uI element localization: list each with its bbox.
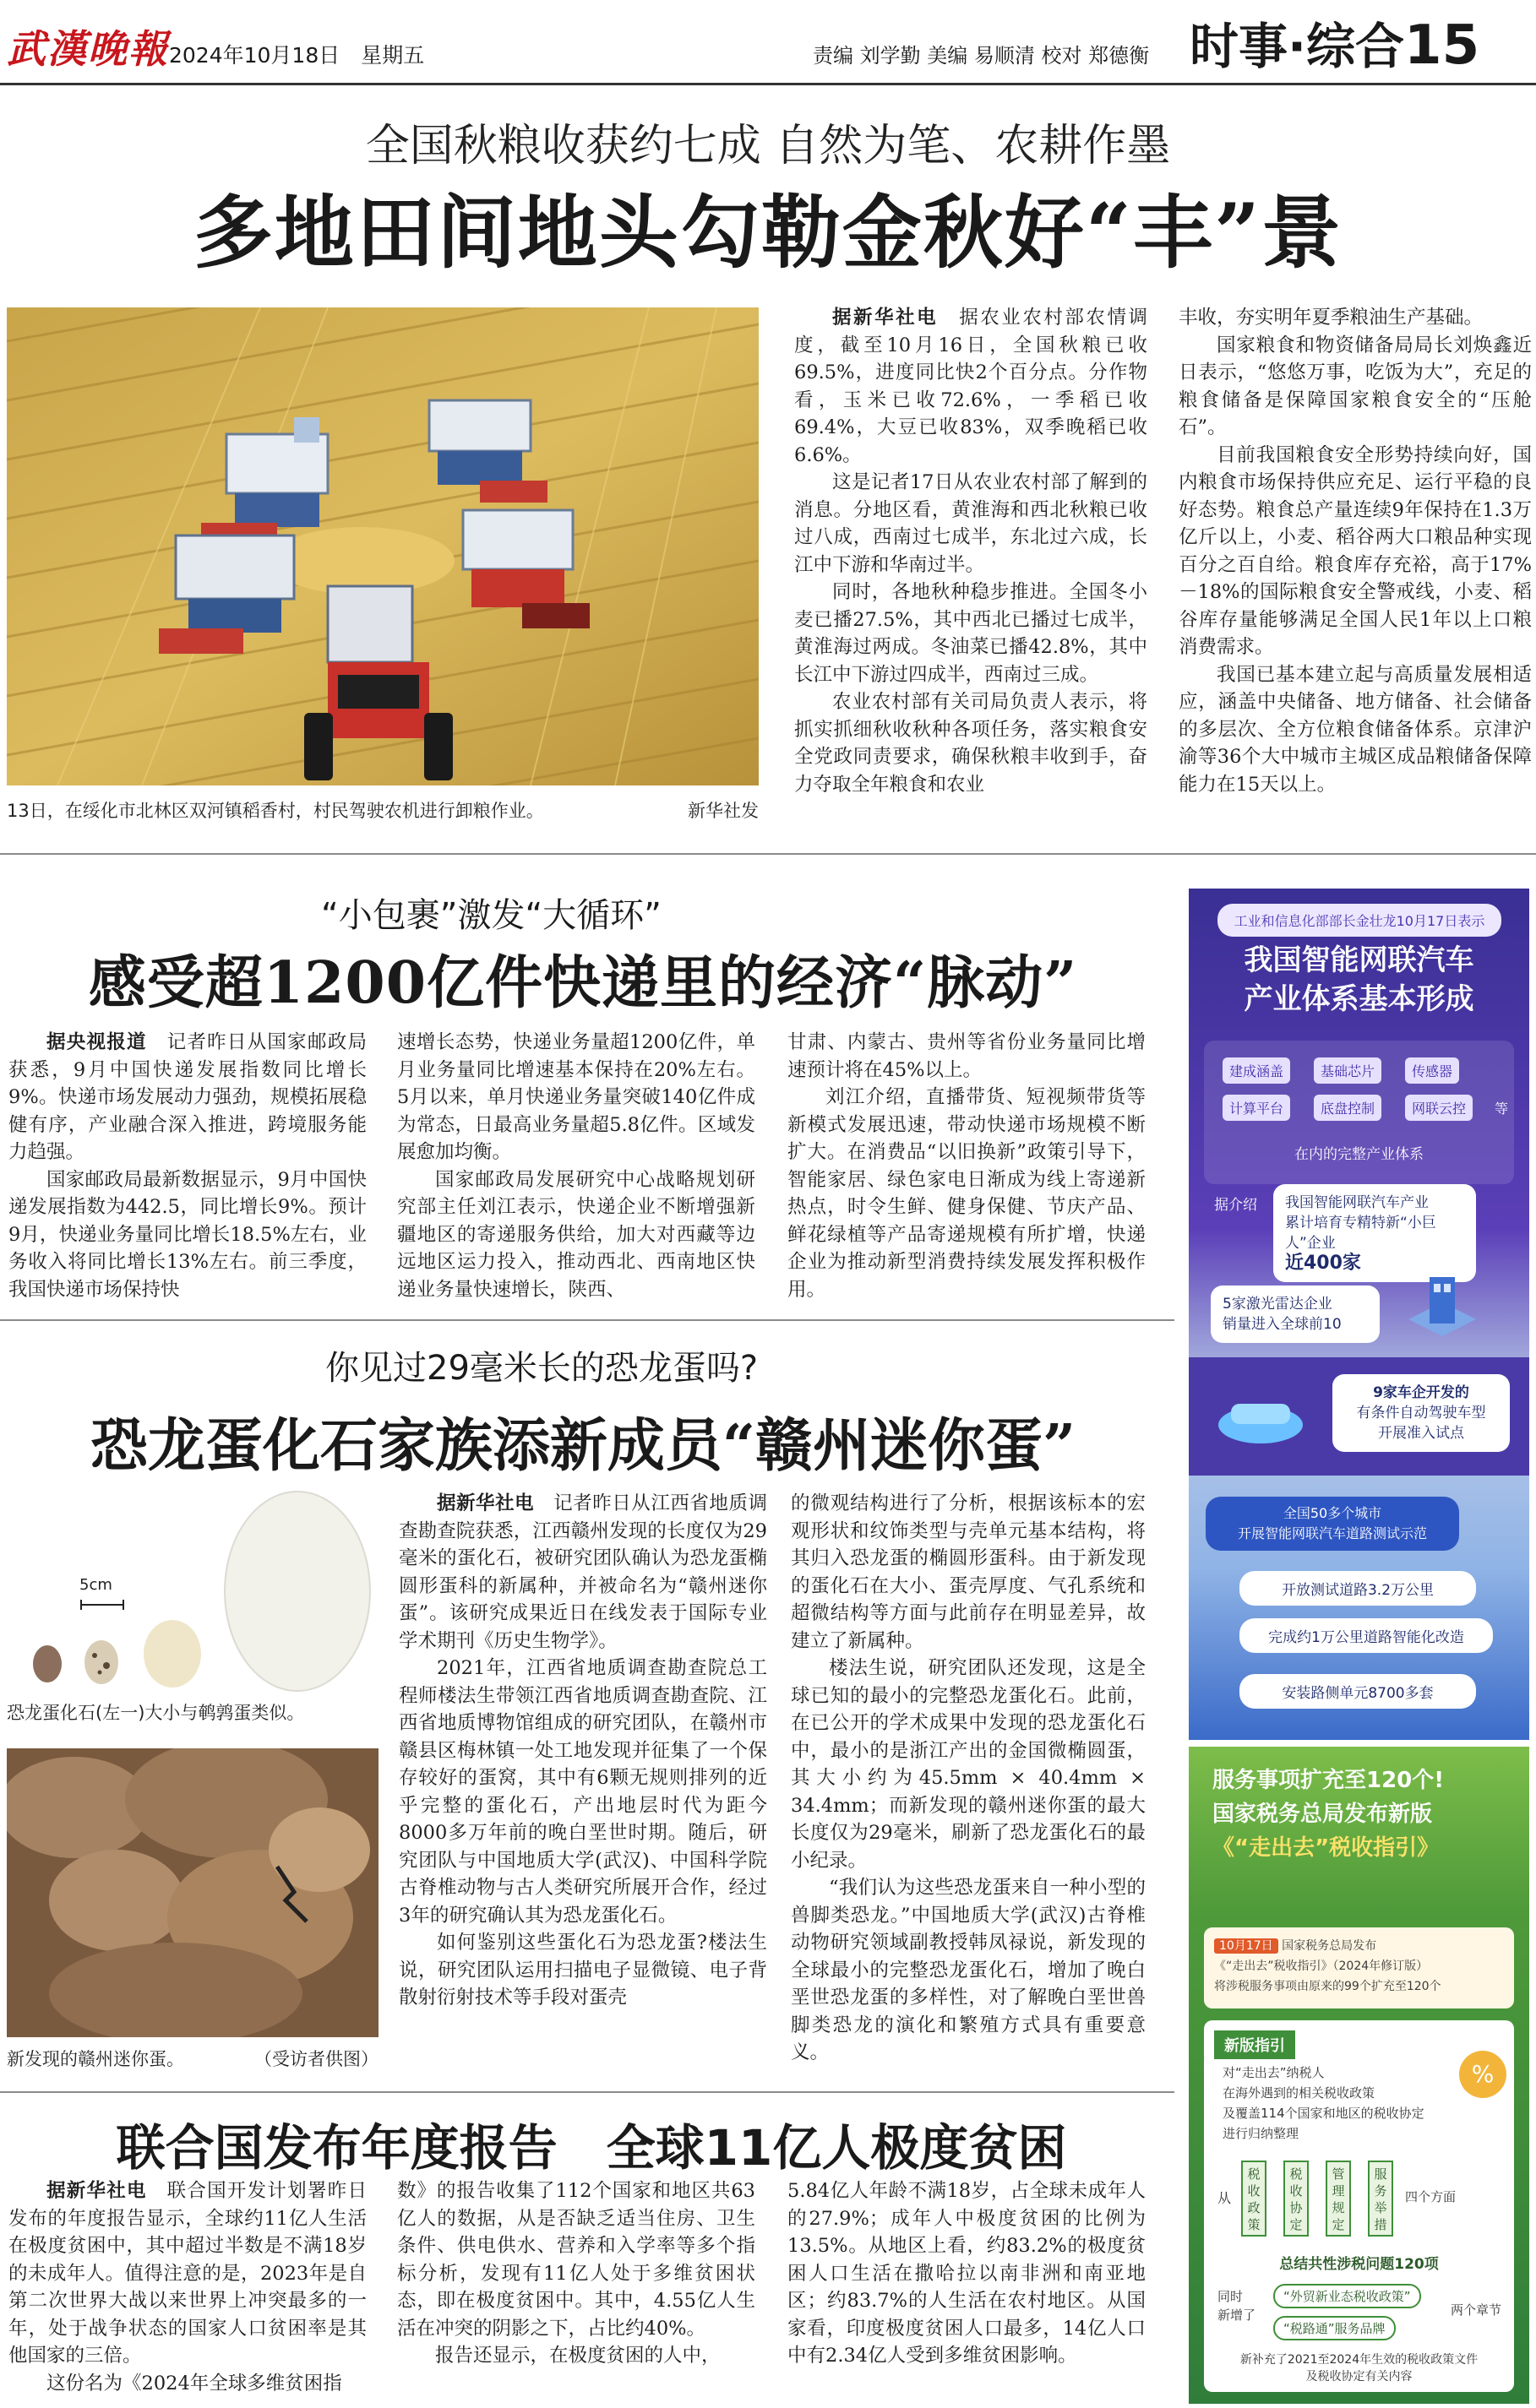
paragraph: 我国已基本建立起与高质量发展相适应，涵盖中央储备、地方储备、社会储备的多层次、全方位粮食储备体系。京津沪渝等36个大中城市主城区成品粮储备保障能力在15天以上。 (1179, 663, 1532, 796)
section-divider (0, 1319, 1174, 1321)
desc-line: 进行归纳整理 (1223, 2126, 1299, 2141)
chain-label: 在内的完整产业体系 (1294, 1146, 1424, 1163)
section-divider (0, 2091, 1174, 2093)
paragraph: 同时，各地秋种稳步推进。全国冬小麦已播27.5%，其中西北已播过七成半，黄淮海过两成。冬油菜已播42.8%，其中长江中下游过四成半，西南过三成。 (794, 581, 1147, 686)
story1-column-1 (794, 304, 1147, 798)
caption-text: 新发现的赣州迷你蛋。 (7, 2049, 184, 2069)
story2-subtitle: “小包裹”激发“大循环” (321, 896, 662, 935)
dateline: 据央视报道 (46, 1031, 147, 1053)
notice-line: 将涉税服务事项由原来的99个扩充至120个 (1214, 1980, 1441, 1993)
also-label (1217, 2287, 1255, 2324)
notice-box (1204, 1927, 1514, 2008)
fact-line: 有条件自动驾驶车型 (1356, 1405, 1486, 1421)
chapter-brand: “税路通”服务品牌 (1273, 2316, 1396, 2340)
chip-etc: 等 (1495, 1101, 1509, 1117)
fact-lidar (1211, 1286, 1380, 1343)
paragraph: 数》的报告收集了112个国家和地区共63亿人的数据，从是否缺乏适当住房、卫生条件、供电供水、营养和入学率等多个指标分析，发现有11亿人处于多维贫困状态，即在极度贫困中。其中，4.55亿人生活在冲突的阴影之下，占比约40%。 (397, 2180, 755, 2340)
tax-guide-infographic (1189, 1747, 1529, 2404)
aspects-tail: 四个方面 (1405, 2189, 1457, 2204)
chip-cloud: 网联云控 (1405, 1095, 1473, 1121)
smart-car-infographic (1189, 889, 1529, 1740)
chapter-tail: 两个章节 (1451, 2302, 1502, 2318)
fact-test-roads: 开放测试道路3.2万公里 (1239, 1571, 1476, 1606)
story4-column-3 (787, 2177, 1146, 2370)
summary-line: 总结共性涉税问题120项 (1279, 2256, 1439, 2273)
fact-roadside-units: 安装路侧单元8700多套 (1239, 1674, 1476, 1709)
chip-sensors: 传感器 (1405, 1057, 1459, 1084)
mini-egg-caption (7, 2046, 379, 2071)
title-line: 服务事项扩充至120个! (1212, 1768, 1445, 1793)
paragraph: 报告还显示，在极度贫困的人中， (435, 2345, 721, 2367)
egg-comparison-photo (7, 1488, 379, 1710)
notice-line: 国家税务总局发布 (1282, 1939, 1377, 1953)
desc-line: 在海外遇到的相关税收政策 (1223, 2085, 1375, 2101)
chip-chips: 基础芯片 (1314, 1057, 1381, 1084)
editor-credits: 责编 刘学勤 美编 易顺清 校对 郑德衡 (813, 44, 1150, 68)
paragraph: “我们认为这些恐龙蛋来自一种小型的兽脚类恐龙。”中国地质大学(武汉)古脊椎动物研究领域副教授韩凤禄说，新发现的全球最小的完整恐龙蛋化石，增加了晚白垩世恐龙蛋的多样性，对了解晚白垩世兽脚类恐龙的演化和繁殖方式具有重要意义。 (791, 1877, 1146, 2063)
paragraph: 记者昨日从国家邮政局获悉，9月中国快递发展指数同比增长9%。快递市场发展动力强劲，规模拓展稳健有序，产业融合深入推进，跨境服务能力趋强。 (8, 1031, 367, 1163)
paragraph: 甘肃、内蒙古、贵州等省份业务量同比增速预计将在45%以上。 (787, 1031, 1146, 1081)
story1-subtitle: 全国秋粮收获约七成 自然为笔、农耕作墨 (365, 121, 1171, 171)
section-label: 新版指引 (1214, 2030, 1295, 2059)
building-icon (1392, 1260, 1493, 1345)
header-rule (0, 83, 1536, 85)
fact-line: 累计培育专精特新“小巨人”企业 (1285, 1215, 1436, 1252)
story2-column-2 (397, 1029, 755, 1303)
guide-description (1223, 2063, 1424, 2144)
paragraph: 农业农村部有关司局负责人表示，将抓实抓细秋收秋种各项任务，落实粮食安全党政同责要求，确保秋粮丰收到手，奋力夺取全年粮食和农业 (794, 691, 1147, 796)
fact-line: 9家车企开发的 (1373, 1384, 1469, 1401)
footer-line: 新补充了2021至2024年生效的税收政策文件 (1239, 2353, 1479, 2367)
footer-note (1189, 2351, 1529, 2385)
paragraph: 丰收，夯实明年夏季粮油生产基础。 (1179, 307, 1484, 329)
infographic-banner: 工业和信息化部部长金壮龙10月17日表示 (1217, 904, 1501, 937)
scale-bar-label: 5cm (79, 1576, 112, 1594)
title-line: 《“走出去”税收指引》 (1212, 1835, 1440, 1861)
harvest-photo (7, 307, 759, 785)
tax-percent-icon: % (1459, 2051, 1506, 2098)
story2-headline: 感受超1200亿件快递里的经济“脉动” (88, 949, 1078, 1017)
fact-line: 开展准入试点 (1378, 1425, 1464, 1442)
paragraph: 楼法生说，研究团队还发现，这是全球已知的最小的完整恐龙蛋化石。此前，在已公开的学术成果中发现的恐龙蛋化石中，最小的是浙江产出的金国微椭圆蛋，其大小约为45.5mm × 40.4mm × 34.4mm；而新发现的赣州迷你蛋的最大长度仅为29毫米，刷新了恐龙蛋化石的最小纪录。 (791, 1657, 1146, 1872)
section-name: 时事·综合 (1190, 18, 1405, 75)
notice-date: 10月17日 (1214, 1938, 1278, 1954)
infographic-title (1189, 941, 1529, 1019)
fact-line: 我国智能网联汽车产业 (1285, 1194, 1429, 1211)
story2-column-3 (787, 1029, 1146, 1303)
story1-column-2 (1179, 304, 1532, 798)
paragraph: 刘江介绍，直播带货、短视频带货等新模式发展迅速，带动快递市场规模不断扩大。在消费品“以旧换新”政策引导下，智能家居、绿色家电日渐成为线上寄递新热点，时令生鲜、健身保健、节庆产品、鲜花绿植等产品寄递规模有所扩增，快递企业为推动新型消费持续发展发挥积极作用。 (787, 1086, 1146, 1301)
paragraph: 国家粮食和物资储备局局长刘焕鑫近日表示，“悠悠万事，吃饭为大”，充足的粮食储备是保障国家粮食安全的“压舱石”。 (1179, 334, 1532, 438)
car-icon (1214, 1378, 1307, 1454)
issue-date: 2024年10月18日 星期五 (169, 43, 425, 68)
notice-line: 《“走出去”税收指引》（2024年修订版） (1214, 1960, 1429, 1973)
paragraph: 国家邮政局发展研究中心战略规划研究部主任刘江表示，快递企业不断增强新疆地区的寄递服务供给，加大对西藏等边远地区运力投入，推动西北、西南地区快递业务量快速增长，陕西、 (397, 1168, 755, 1301)
caption-credit: （受访者供图） (254, 2049, 379, 2069)
page-number: 15 (1404, 14, 1480, 77)
paragraph: 这是记者17日从农业农村部了解到的消息。分地区看，黄淮海和西北秋粮已收过八成，西南过七成半，东北过六成，长江中下游和华南过半。 (794, 471, 1147, 576)
fact-road-upgrade: 完成约1万公里道路智能化改造 (1239, 1618, 1493, 1653)
chip-label: 建成涵盖 (1223, 1057, 1290, 1084)
paragraph: 2021年，江西省地质调查勘查院总工程师楼法生带领江西省地质调查勘查院、江西省地质博物馆组成的研究团队，在赣州市赣县区梅林镇一处工地发现并征集了一个保存较好的蛋窝，其中有6颗无规则排列的近乎完整的蛋化石，产出地层时代为距今8000多万年前的晚白垩世时期。随后，研究团队与中国地质大学(武汉)、中国科学院古脊椎动物与古人类研究所展开合作，经过3年的研究确认其为恐龙蛋化石。 (399, 1657, 767, 1927)
section-header (1190, 7, 1479, 78)
intro-label: 据介绍 (1214, 1197, 1257, 1214)
footer-line: 及税收协定有关内容 (1305, 2370, 1413, 2384)
aspect-treaty: 税收协定 (1283, 2161, 1309, 2237)
infographic-title (1212, 1764, 1444, 1865)
story3-subtitle: 你见过29毫米长的恐龙蛋吗? (325, 1349, 759, 1388)
chip-computing: 计算平台 (1223, 1095, 1290, 1121)
story1-headline: 多地田间地头勾勒金秋好“丰”景 (193, 187, 1343, 280)
paragraph: 5.84亿人年龄不满18岁，占全球未成年人的27.9%；成年人中极度贫困的比例为13.5%。从地区上看，约83.2%的极度贫困人口生活在撒哈拉以南非洲和南亚地区；约83.7%的人生活在农村地区。从国家看，印度极度贫困人口最多，14亿人口中有2.34亿人受到多维贫困影响。 (787, 2180, 1146, 2367)
also-line: 新增了 (1217, 2307, 1256, 2323)
caption-credit: 新华社发 (688, 801, 759, 821)
paragraph: 的微观结构进行了分析，根据该标本的宏观形状和纹饰类型与壳单元基本结构，将其归入恐龙蛋的椭圆形蛋科。由于新发现的蛋化石在大小、蛋壳厚度、气孔系统和超微结构等方面与此前存在明显差异，故建立了新属种。 (791, 1492, 1146, 1652)
masthead-logo: 武漢晚報 (7, 26, 169, 72)
story3-column-2 (791, 1490, 1146, 2067)
paragraph: 国家邮政局最新数据显示，9月中国快递发展指数为442.5，同比增长9%。预计9月，快递业务量同比增长18.5%左右，业务收入将同比增长13%左右。前三季度，我国快递市场保持快 (8, 1168, 367, 1301)
dateline: 据新华社电 (46, 2180, 147, 2202)
story3-column-1 (399, 1490, 767, 2012)
paragraph: 记者昨日从江西省地质调查勘查院获悉，江西赣州发现的长度仅为29毫米的蛋化石，被研究团队确认为恐龙蛋椭圆形蛋科的新属种，并被命名为“赣州迷你蛋”。该研究成果近日在线发表于国际专业学术期刊《历史生物学》。 (399, 1492, 767, 1652)
from-label: 从 (1217, 2190, 1232, 2206)
aspect-rules: 管理规定 (1326, 2161, 1351, 2237)
paragraph: 速增长态势，快递业务量超1200亿件，单月业务量同比增速基本保持在20%左右。5月以来，单月快递业务量突破140亿件成为常态，日最高业务量超5.8亿件。区域发展愈加均衡。 (397, 1031, 755, 1163)
aspect-services: 服务举措 (1368, 2161, 1393, 2237)
caption-text: 13日，在绥化市北林区双河镇稻香村，村民驾驶农机进行卸粮作业。 (7, 801, 544, 821)
story4-column-2 (397, 2177, 755, 2370)
desc-line: 及覆盖114个国家和地区的税收协定 (1223, 2106, 1424, 2121)
title-line: 产业体系基本形成 (1244, 982, 1474, 1016)
dateline: 据新华社电 (437, 1492, 535, 1514)
story2-column-1 (8, 1029, 367, 1303)
fact-cities (1206, 1497, 1459, 1551)
aspect-policy: 税收政策 (1241, 2161, 1266, 2237)
paragraph: 这份名为《2024年全球多维贫困指 (46, 2372, 342, 2394)
story4-column-1 (8, 2177, 367, 2397)
dateline: 据新华社电 (832, 307, 939, 329)
also-line: 同时 (1217, 2289, 1244, 2304)
story3-headline: 恐龙蛋化石家族添新成员“赣州迷你蛋” (90, 1412, 1076, 1480)
fact-value: 近400家 (1285, 1253, 1361, 1274)
paragraph: 据农业农村部农情调度，截至10月16日，全国秋粮已收69.5%，进度同比快2个百分点。分作物看，玉米已收72.6%，一季稻已收69.4%，大豆已收83%，双季晚稻已收6.6%。 (794, 307, 1147, 466)
paragraph: 目前我国粮食安全形势持续向好，国内粮食市场保持供应充足、运行平稳的良好态势。粮食总产量连续9年保持在1.3万亿斤以上，小麦、稻谷两大口粮品种实现百分之百自给。粮食库存充裕，高于17%－18%的国际粮食安全警戒线，小麦、稻谷库存量能够满足全国人民1年以上口粮消费需求。 (1179, 443, 1532, 658)
fact-autonomous (1332, 1374, 1510, 1452)
fact-line: 销量进入全球前10 (1223, 1316, 1342, 1333)
mini-egg-fossil-photo (7, 1748, 379, 2037)
paragraph: 如何鉴别这些蛋化石为恐龙蛋?楼法生说，研究团队运用扫描电子显微镜、电子背散射衍射技术等手段对蛋壳 (399, 1932, 767, 2008)
title-line: 国家税务总局发布新版 (1212, 1802, 1433, 1827)
egg-comparison-caption: 恐龙蛋化石(左一)大小与鹌鹑蛋类似。 (7, 1703, 305, 1723)
paragraph: 联合国开发计划署昨日发布的年度报告显示，全球约11亿人生活在极度贫困中，其中超过半数是不满18岁的未成年人。值得注意的是，2023年是自第二次世界大战以来世界上冲突最多的一年，处于战争状态的国家人口贫困率是其他国家的三倍。 (8, 2180, 367, 2367)
fact-line: 全国50多个城市 (1283, 1505, 1382, 1521)
photo-caption (7, 797, 759, 823)
chapter-trade: “外贸新业态税收政策” (1273, 2284, 1421, 2308)
section-divider (0, 853, 1536, 855)
desc-line: 对“走出去”纳税人 (1223, 2065, 1325, 2080)
story4-headline: 联合国发布年度报告 全球11亿人极度贫困 (116, 2119, 1067, 2177)
fact-line: 5家激光雷达企业 (1223, 1296, 1332, 1313)
chip-chassis: 底盘控制 (1314, 1095, 1381, 1121)
title-line: 我国智能网联汽车 (1244, 943, 1474, 977)
fact-line: 开展智能网联汽车道路测试示范 (1237, 1525, 1427, 1541)
